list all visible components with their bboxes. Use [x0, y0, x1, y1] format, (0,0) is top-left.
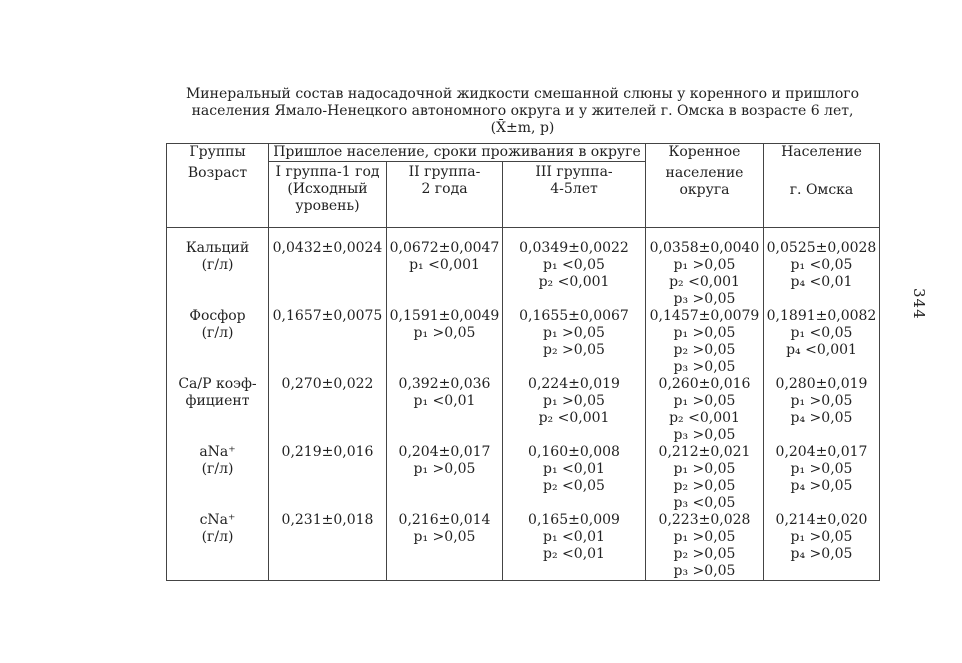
cell-value: 0,392±0,036 [398, 376, 491, 392]
header-migrant-label: Пришлое население, сроки проживания в округе [273, 144, 641, 160]
cell-p-value: p₄ <0,01 [790, 274, 853, 290]
row-label-cell [167, 376, 269, 444]
row-unit: (г/л) [201, 325, 234, 341]
cell-p-value: p₁ >0,05 [673, 325, 736, 341]
cell-p-value: p₁ >0,05 [790, 529, 853, 545]
row-unit: (г/л) [201, 529, 234, 545]
cell-value: 0,1657±0,0075 [272, 308, 383, 324]
row-label-cell [167, 240, 269, 308]
header-group3-line: III группа- [535, 164, 613, 180]
cell-value: 0,1655±0,0067 [519, 308, 629, 324]
cell-native [646, 240, 764, 308]
cell-native [646, 512, 764, 581]
cell-p-value: p₂ >0,05 [673, 342, 736, 358]
table-row [167, 308, 880, 376]
cell-p-value: p₁ >0,05 [543, 325, 605, 341]
cell-value: 0,224±0,019 [528, 376, 620, 392]
cell-value: 0,0525±0,0028 [766, 240, 877, 256]
cell-group2 [387, 444, 503, 512]
cell-value: 0,1891±0,0082 [766, 308, 877, 324]
cell-value: 0,260±0,016 [658, 376, 751, 392]
cell-value: 0,0432±0,0024 [272, 240, 383, 256]
cell-p-value: p₁ <0,01 [543, 529, 605, 545]
cell-p-value: p₃ >0,05 [673, 427, 736, 443]
cell-value: 0,223±0,028 [658, 512, 751, 528]
row-unit: (г/л) [201, 257, 234, 273]
header-group2-line: 2 года [421, 181, 468, 197]
header-native-line: Коренное [668, 144, 741, 160]
caption-line-3: (X̄±m, p) [490, 120, 555, 136]
cell-p-value: p₄ <0,001 [786, 342, 857, 358]
cell-value: 0,204±0,017 [775, 444, 868, 460]
table-row [167, 376, 880, 444]
cell-value: 0,231±0,018 [281, 512, 374, 528]
cell-value: 0,0349±0,0022 [519, 240, 629, 256]
cell-group2 [387, 376, 503, 444]
cell-p-value: p₁ <0,05 [790, 257, 853, 273]
row-unit: (г/л) [201, 461, 234, 477]
cell-p-value: p₂ >0,05 [673, 546, 736, 562]
header-group1-line: уровень) [295, 198, 360, 214]
cell-group1 [269, 444, 387, 512]
cell-group1 [269, 308, 387, 376]
cell-p-value: p₃ >0,05 [673, 359, 736, 375]
cell-value: 0,270±0,022 [281, 376, 374, 392]
cell-p-value: p₁ >0,05 [413, 529, 476, 545]
row-label: Ca/P коэф- [178, 376, 257, 392]
header-migrant-cell [269, 144, 646, 162]
page-number: 344 [910, 288, 928, 320]
cell-p-value: p₁ >0,05 [673, 393, 736, 409]
table-row [167, 512, 880, 581]
cell-p-value: p₃ >0,05 [673, 563, 736, 579]
cell-p-value: p₁ <0,05 [543, 257, 605, 273]
row-label: Фосфор [189, 308, 246, 324]
cell-group2 [387, 308, 503, 376]
cell-group3 [503, 240, 646, 308]
caption-line-2: населения Ямало-Ненецкого автономного округа и у жителей г. Омска в возрасте 6 лет, [191, 103, 854, 119]
cell-group1 [269, 240, 387, 308]
row-label-cell [167, 444, 269, 512]
table-row [167, 240, 880, 308]
cell-p-value: p₂ <0,001 [538, 274, 610, 290]
cell-p-value: p₂ <0,001 [669, 410, 740, 426]
row-label-cell [167, 308, 269, 376]
cell-p-value: p₁ >0,05 [673, 529, 736, 545]
cell-p-value: p₁ <0,05 [790, 325, 853, 341]
cell-value: 0,1457±0,0079 [649, 308, 760, 324]
cell-group1 [269, 376, 387, 444]
header-groups-cell [167, 144, 269, 228]
cell-p-value: p₃ >0,05 [673, 291, 736, 307]
cell-value: 0,204±0,017 [398, 444, 491, 460]
cell-p-value: p₄ >0,05 [790, 410, 853, 426]
header-group3-line: 4-5лет [550, 181, 598, 197]
header-group2-cell [387, 162, 503, 228]
cell-value: 0,165±0,009 [528, 512, 620, 528]
header-omsk-line: г. Омска [789, 182, 854, 198]
cell-value: 0,160±0,008 [528, 444, 620, 460]
row-label: cNa⁺ [199, 512, 236, 528]
header-groups-label: Группы [189, 144, 246, 160]
cell-p-value: p₁ <0,001 [409, 257, 480, 273]
cell-value: 0,1591±0,0049 [389, 308, 500, 324]
table-caption [150, 86, 895, 137]
header-group1-line: (Исходный [287, 181, 368, 197]
header-omsk-line: Население [781, 144, 862, 160]
cell-native [646, 376, 764, 444]
cell-value: 0,219±0,016 [281, 444, 374, 460]
header-age-label: Возраст [187, 165, 248, 181]
cell-omsk [764, 376, 880, 444]
cell-p-value: p₁ >0,05 [413, 325, 476, 341]
cell-p-value: p₁ >0,05 [790, 393, 853, 409]
cell-p-value: p₂ <0,05 [543, 478, 605, 494]
cell-p-value: p₂ <0,01 [543, 546, 605, 562]
cell-p-value: p₄ >0,05 [790, 546, 853, 562]
table-row [167, 444, 880, 512]
cell-group2 [387, 512, 503, 581]
caption-line-1: Минеральный состав надосадочной жидкости смешанной слюны у коренного и пришлого [185, 86, 860, 102]
cell-group3 [503, 376, 646, 444]
row-label: Кальций [185, 240, 250, 256]
cell-group3 [503, 512, 646, 581]
cell-value: 0,0672±0,0047 [389, 240, 500, 256]
header-group3-cell [503, 162, 646, 228]
header-native-line: округа [679, 182, 730, 198]
cell-p-value: p₂ >0,05 [543, 342, 605, 358]
cell-p-value: p₂ >0,05 [673, 478, 736, 494]
cell-value: 0,280±0,019 [775, 376, 868, 392]
row-unit: фициент [185, 393, 250, 409]
cell-value: 0,0358±0,0040 [649, 240, 760, 256]
header-native-cell [646, 144, 764, 228]
cell-omsk [764, 512, 880, 581]
cell-p-value: p₃ <0,05 [673, 495, 736, 511]
cell-p-value: p₁ <0,01 [413, 393, 476, 409]
cell-p-value: p₁ >0,05 [543, 393, 605, 409]
header-native-line: население [665, 165, 744, 181]
cell-native [646, 308, 764, 376]
mineral-composition-table [166, 143, 880, 581]
row-label-cell [167, 512, 269, 581]
cell-omsk [764, 240, 880, 308]
cell-p-value: p₂ <0,001 [538, 410, 610, 426]
cell-value: 0,212±0,021 [658, 444, 751, 460]
header-group1-line: I группа-1 год [275, 164, 380, 180]
cell-p-value: p₄ >0,05 [790, 478, 853, 494]
header-omsk-cell [764, 144, 880, 228]
cell-p-value: p₁ >0,05 [673, 461, 736, 477]
cell-value: 0,216±0,014 [398, 512, 491, 528]
cell-omsk [764, 444, 880, 512]
cell-p-value: p₂ <0,001 [669, 274, 740, 290]
cell-p-value: p₁ <0,01 [543, 461, 605, 477]
cell-group3 [503, 444, 646, 512]
cell-p-value: p₁ >0,05 [673, 257, 736, 273]
cell-group3 [503, 308, 646, 376]
header-group1-cell [269, 162, 387, 228]
cell-omsk [764, 308, 880, 376]
cell-p-value: p₁ >0,05 [413, 461, 476, 477]
cell-value: 0,214±0,020 [775, 512, 868, 528]
row-label: aNa⁺ [199, 444, 236, 460]
cell-p-value: p₁ >0,05 [790, 461, 853, 477]
cell-native [646, 444, 764, 512]
cell-group1 [269, 512, 387, 581]
header-group2-line: II группа- [408, 164, 481, 180]
cell-group2 [387, 240, 503, 308]
